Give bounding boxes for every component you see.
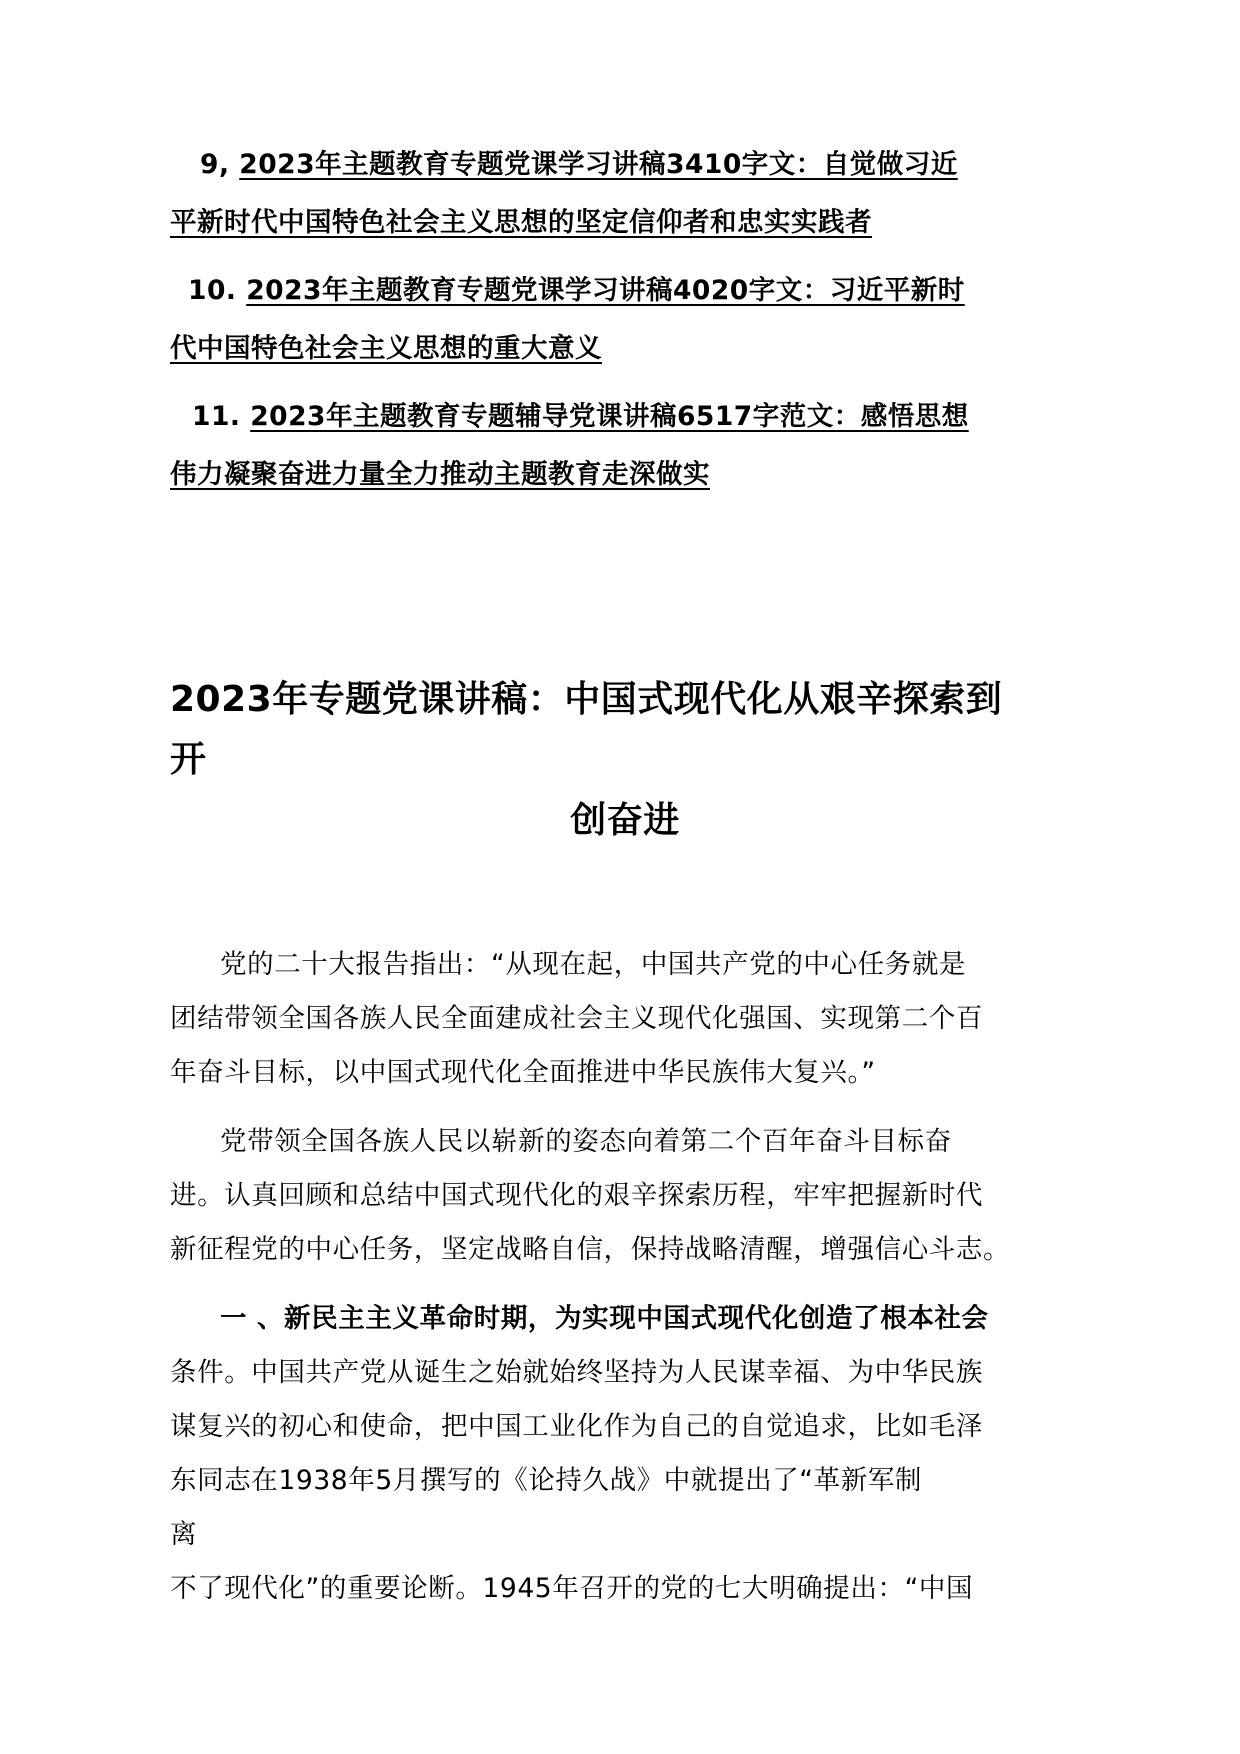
paragraph-line: 离 [170, 1519, 198, 1550]
paragraph-line: 团结带领全国各族人民全面建成社会主义现代化强国、实现第二个百 [170, 1003, 983, 1034]
toc-link[interactable]: 平新时代中国特色社会主义思想的坚定信仰者和忠实实践者 [170, 207, 872, 238]
toc-line [170, 446, 1060, 504]
paragraph-line: 党的二十大报告指出：“从现在起，中国共产党的中心任务就是 [220, 949, 967, 980]
toc-link[interactable]: 代中国特色社会主义思想的重大意义 [170, 333, 602, 364]
section-heading: 一 、新民主主义革命时期，为实现中国式现代化创造了根本社会 [220, 1303, 989, 1334]
toc-item-11[interactable] [170, 388, 1060, 504]
toc-link[interactable]: 2023年主题教育专题党课学习讲稿3410字文：自觉做习近 [239, 149, 958, 180]
paragraph-line: 谋复兴的初心和使命，把中国工业化作为自己的自觉追求，比如毛泽 [170, 1411, 983, 1442]
paragraph [170, 1115, 1060, 1277]
paragraph-line: 不了现代化”的重要论断。1945年召开的党的七大明确提出：“中国 [170, 1573, 974, 1604]
paragraph-line: 条件。中国共产党从诞生之始就始终坚持为人民谋幸福、为中华民族 [170, 1357, 983, 1388]
paragraph-line: 进。认真回顾和总结中国式现代化的艰辛探索历程，牢牢把握新时代 [170, 1180, 983, 1211]
paragraph-line: 年奋斗目标，以中国式现代化全面推进中华民族伟大复兴。” [170, 1057, 876, 1088]
toc-item-9[interactable] [170, 136, 1060, 252]
title-line-centered: 创奋进 [570, 800, 680, 841]
toc-link[interactable]: 2023年主题教育专题辅导党课讲稿6517字范文：感悟思想 [250, 401, 969, 432]
title-line: 2023年专题党课讲稿：中国式现代化从艰辛探索到 [170, 679, 1003, 720]
paragraph-line: 新征程党的中心任务，坚定战略自信，保持战略清醒，增强信心斗志。 [170, 1234, 1011, 1265]
paragraph [170, 938, 1060, 1100]
toc-line [190, 388, 1060, 446]
paragraph-section-one [170, 1292, 1060, 1616]
toc-link[interactable]: 2023年主题教育专题党课学习讲稿4020字文：习近平新时 [246, 275, 965, 306]
toc-line [190, 262, 1060, 320]
toc-number: 11. [192, 401, 241, 432]
title-line: 开 [170, 739, 207, 780]
toc-number: 10. [188, 275, 237, 306]
document-title [170, 670, 1060, 851]
toc-link[interactable]: 伟力凝聚奋进力量全力推动主题教育走深做实 [170, 459, 710, 490]
toc-number: 9, [200, 149, 230, 180]
toc-line [170, 194, 1060, 252]
paragraph-line: 东同志在1938年5月撰写的《论持久战》中就提出了“革新军制 [170, 1465, 923, 1496]
toc-item-10[interactable] [170, 262, 1060, 378]
toc-line [170, 320, 1060, 378]
toc-line [190, 136, 1060, 194]
paragraph-line: 党带领全国各族人民以崭新的姿态向着第二个百年奋斗目标奋 [220, 1126, 952, 1157]
